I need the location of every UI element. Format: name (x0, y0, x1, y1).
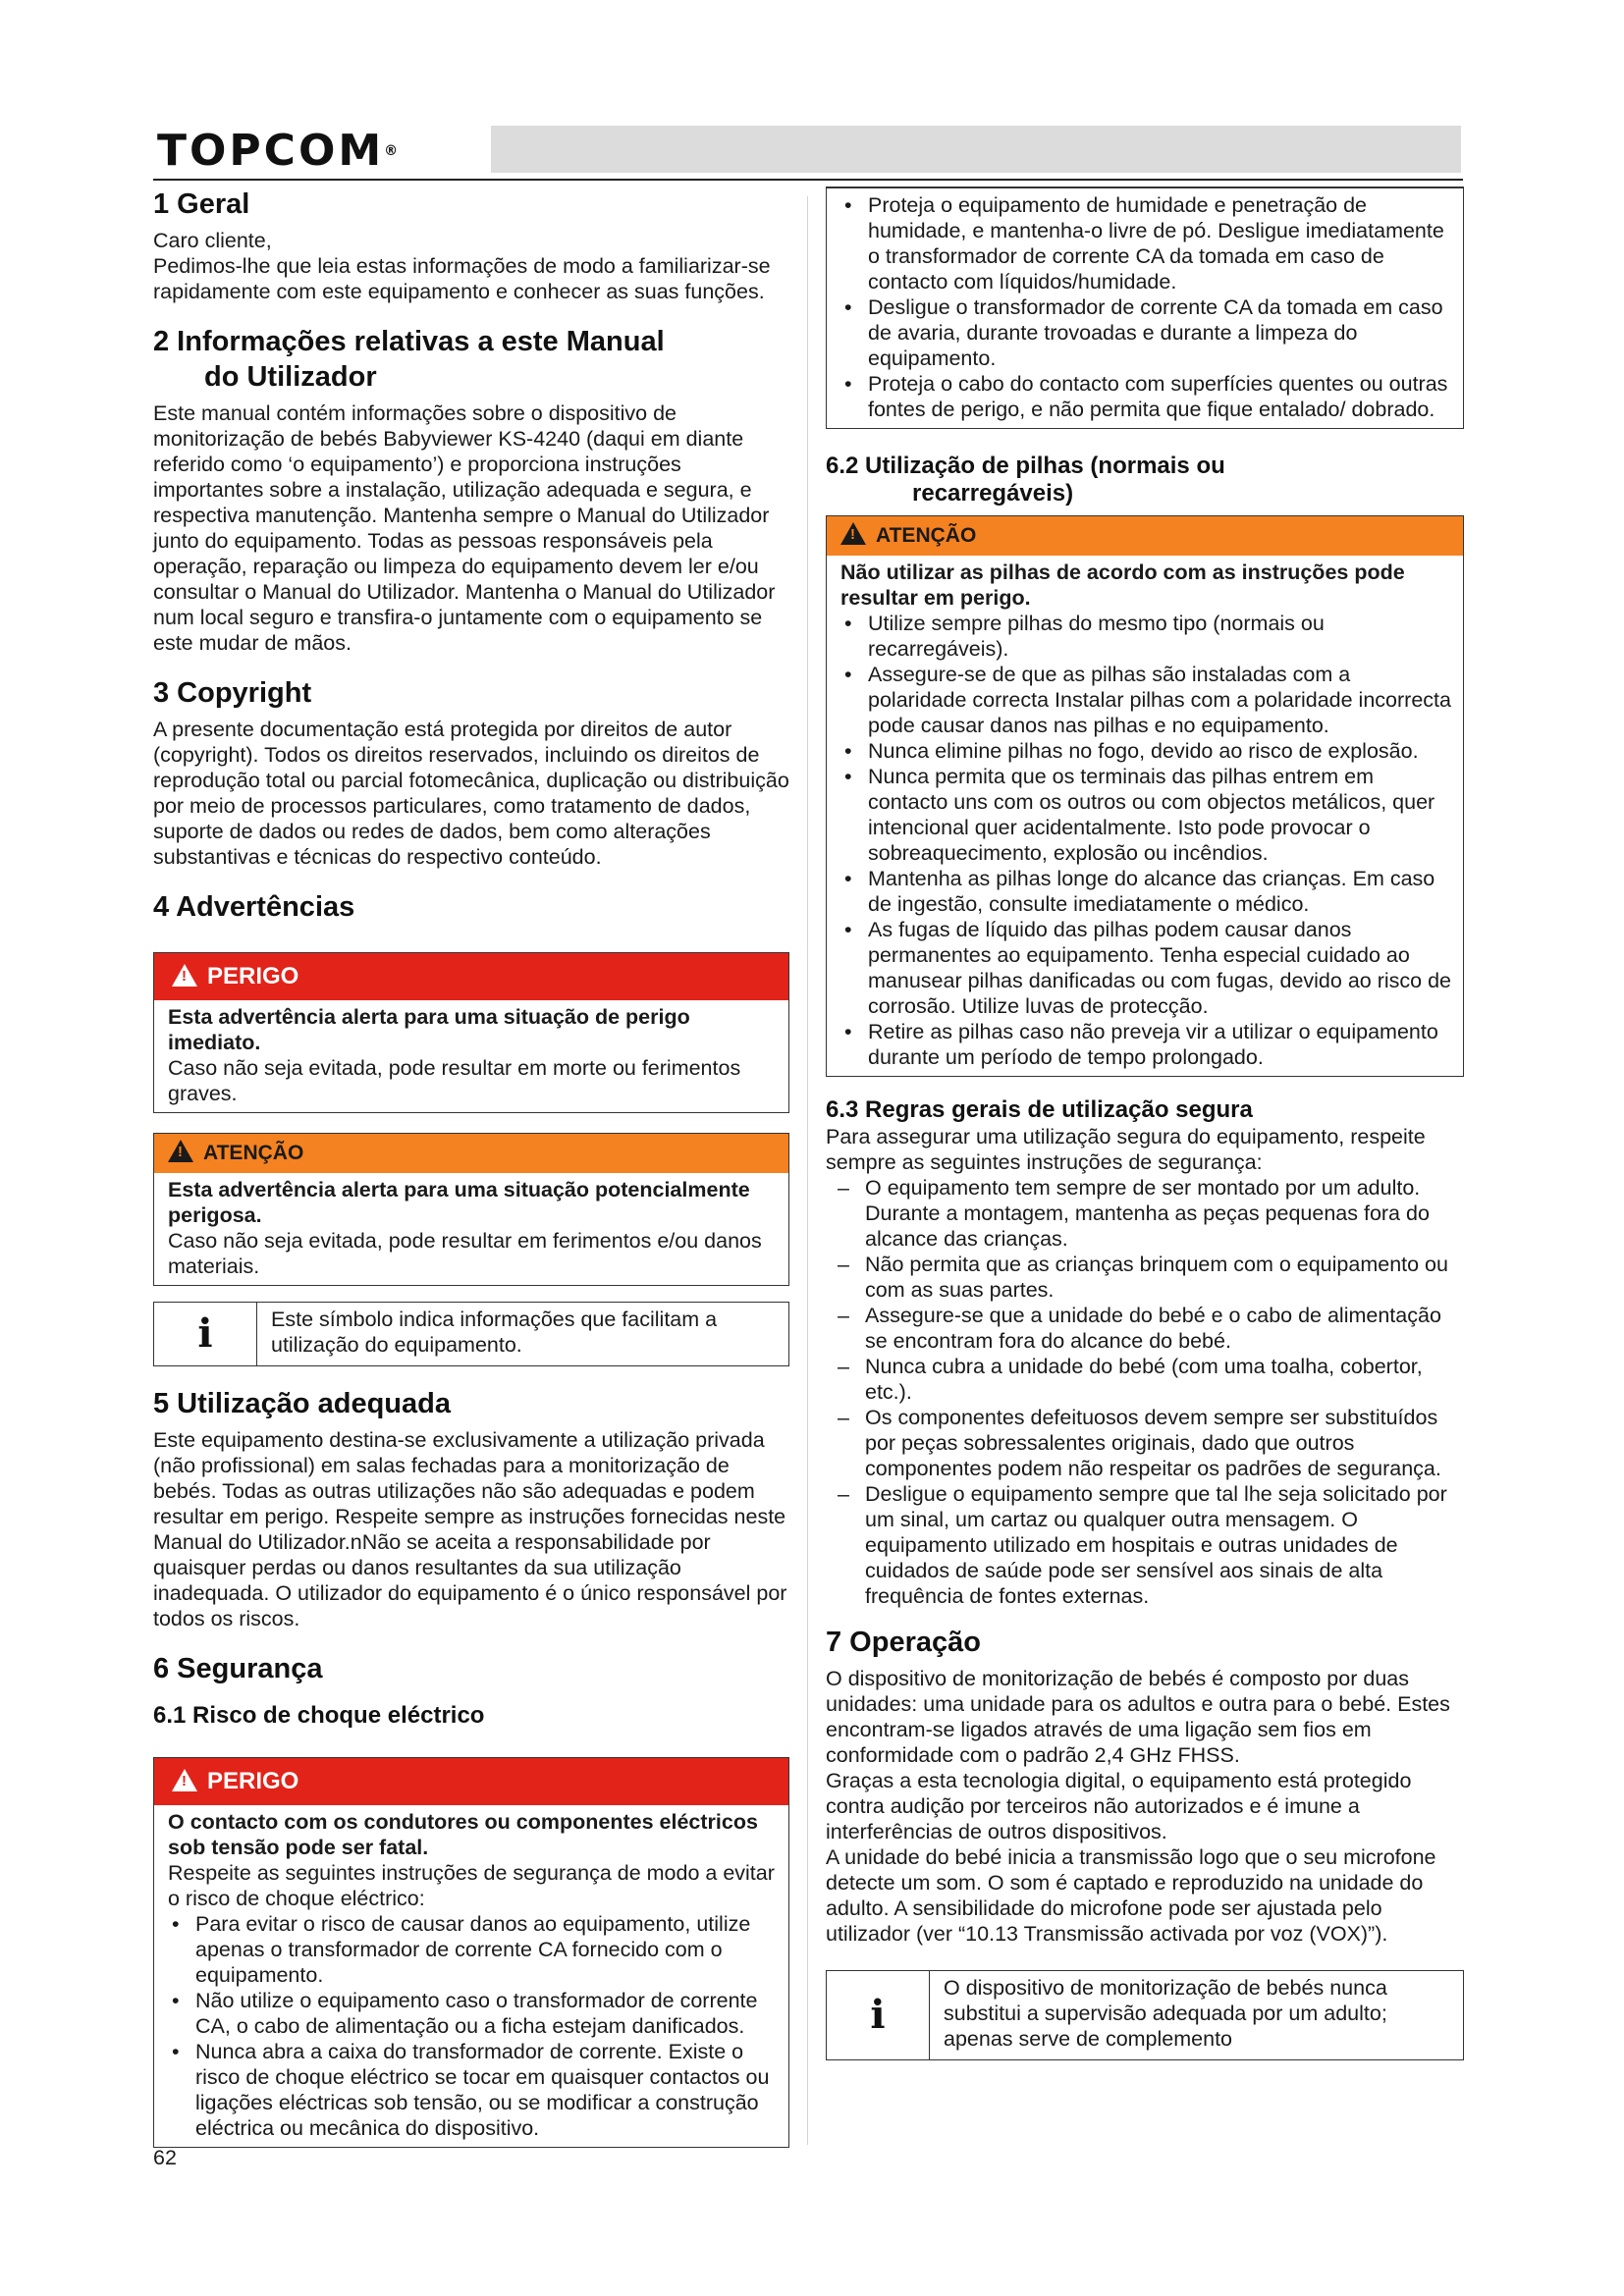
battery-safety-list (840, 611, 1453, 1070)
caution-box-header (154, 1134, 788, 1173)
section-7-heading: 7 Operação (826, 1627, 981, 1658)
electric-safety-list-cont (840, 192, 1453, 422)
list-item: • Utilize sempre pilhas do mesmo tipo (normais ou recarregáveis). (840, 611, 1453, 662)
danger-electric-bold: O contacto com os condutores ou componentes eléctricos sob tensão pode ser fatal. (168, 1810, 758, 1859)
battery-caution-label: ATENÇÃO (876, 524, 977, 547)
section-6-1-heading: 6.1 Risco de choque eléctrico (153, 1702, 485, 1729)
info-icon: i (154, 1303, 257, 1365)
section-2-heading-cont: do Utilizador (204, 361, 377, 393)
section-6-heading: 6 Segurança (153, 1653, 323, 1684)
brand-logo-text: TOPCOM (157, 126, 385, 176)
section-6-3-paragraph: Para assegurar uma utilização segura do equipamento, respeite sempre as seguintes instruções de segurança: (826, 1125, 1426, 1174)
info-text: Este símbolo indica informações que facilitam a utilização do equipamento. (271, 1308, 718, 1357)
danger-box-electric-header (154, 1758, 788, 1805)
left-column (153, 187, 789, 2148)
section-2-paragraph: Este manual contém informações sobre o dispositivo de monitorização de bebés Babyviewer KS-4240 (daqui em diante referido como ‘o equipamento’) e proporciona instruções importantes sobre a instalação, utilização adequada e segura, e respectiva manutenção. Mantenha sempre o Manual do Utilizador junto do equipamento. Todas as pessoas responsáveis pela operação, reparação ou limpeza do equipamento devem ler e/ou consultar o Manual do Utilizador. Mantenha o Manual do Utilizador num local seguro e transfira-o juntamente com o equipamento se este mudar de mãos. (153, 401, 776, 655)
caution-bold-text: Esta advertência alerta para uma situação potencialmente perigosa. (168, 1178, 750, 1227)
caution-label: ATENÇÃO (203, 1142, 304, 1164)
column-divider (807, 196, 808, 2145)
danger-box-electric-continued (826, 187, 1464, 429)
warning-triangle-icon: ! (172, 964, 197, 987)
info-text: O dispositivo de monitorização de bebés nunca substitui a supervisão adequada por um adulto; apenas serve de complemento (944, 1976, 1387, 2051)
danger-box-electric (153, 1757, 789, 2148)
battery-caution-bold: Não utilizar as pilhas de acordo com as instruções pode resultar em perigo. (840, 561, 1405, 610)
right-column (826, 187, 1464, 2060)
list-item: • Desligue o transformador de corrente CA da tomada em caso de avaria, durante trovoadas e durante a limpeza do equipamento. (840, 294, 1453, 371)
brand-logo (157, 122, 398, 181)
battery-caution-box (826, 515, 1464, 1077)
danger-text: Caso não seja evitada, pode resultar em morte ou ferimentos graves. (168, 1056, 741, 1105)
list-item: • Retire as pilhas caso não preveja vir a utilizar o equipamento durante um período de tempo prolongado. (840, 1019, 1453, 1070)
info-box-supervision (826, 1970, 1464, 2060)
danger-box-electric-body (154, 1805, 788, 2147)
battery-caution-header (827, 516, 1463, 556)
list-item: • Assegure-se de que as pilhas são instaladas com a polaridade correcta Instalar pilhas com a polaridade incorrecta pode causar danos nas pilhas e no equipamento. (840, 662, 1453, 738)
caution-text: Caso não seja evitada, pode resultar em ferimentos e/ou danos materiais. (168, 1229, 762, 1278)
danger-label: PERIGO (207, 963, 299, 989)
list-item: – Os componentes defeituosos devem sempre ser substituídos por peças sobressalentes originais, dado que outros componentes podem não respeitar os padrões de segurança. (836, 1405, 1464, 1481)
section-4-heading: 4 Advertências (153, 891, 355, 923)
list-item: • Proteja o equipamento de humidade e penetração de humidade, e mantenha-o livre de pó. Desligue imediatamente o transformador de corrente CA da tomada em caso de contacto com líquidos/humidade. (840, 192, 1453, 294)
section-7-paragraph-1: O dispositivo de monitorização de bebés é composto por duas unidades: uma unidade para os adultos e outra para o bebé. Estes encontram-se ligados através de uma ligação sem fios em conformidade com o padrão 2,4 GHz FHSS. (826, 1667, 1450, 1767)
list-item: – Desligue o equipamento sempre que tal lhe seja solicitado por um sinal, um cartaz ou qualquer outra mensagem. O equipamento utilizado em hospitais e outras unidades de cuidados de saúde pode ser sensível aos sinais de alta frequência de fontes externas. (836, 1481, 1464, 1609)
section-3-paragraph: A presente documentação está protegida por direitos de autor (copyright). Todos os direitos reservados, incluindo os direitos de reprodução total ou parcial fotomecânica, duplicação ou distribuição por meio de processos particulares, como tratamento de dados, suporte de dados ou redes de dados, bem como alterações substantivas e técnicas do respectivo conteúdo. (153, 718, 789, 869)
electric-safety-list (168, 1911, 779, 2141)
header-rule (153, 179, 1463, 181)
danger-box-header (154, 953, 788, 1000)
danger-bold-text: Esta advertência alerta para uma situação de perigo imediato. (168, 1005, 690, 1054)
section-6-2-heading-cont: recarregáveis) (912, 480, 1074, 507)
battery-caution-body (827, 556, 1463, 1076)
list-item: – Não permita que as crianças brinquem com o equipamento ou com as suas partes. (836, 1252, 1464, 1303)
list-item: • Nunca abra a caixa do transformador de corrente. Existe o risco de choque eléctrico se tocar em quaisquer contactos ou ligações eléctricas sob tensão, ou se modificar a construção eléctrica ou mecânica do dispositivo. (168, 2039, 779, 2141)
section-3-heading: 3 Copyright (153, 677, 312, 709)
info-box (153, 1302, 789, 1366)
warning-triangle-icon: ! (168, 1140, 193, 1162)
list-item: • Não utilize o equipamento caso o transformador de corrente CA, o cabo de alimentação ou a ficha estejam danificados. (168, 1988, 779, 2039)
page-number: 62 (153, 2146, 177, 2169)
danger-box-body (154, 1000, 788, 1112)
section-6-3-heading: 6.3 Regras gerais de utilização segura (826, 1096, 1253, 1123)
danger-electric-label: PERIGO (207, 1768, 299, 1794)
warning-triangle-icon: ! (172, 1769, 197, 1791)
section-5-heading: 5 Utilização adequada (153, 1388, 451, 1419)
list-item: • Para evitar o risco de causar danos ao equipamento, utilize apenas o transformador de corrente CA fornecido com o equipamento. (168, 1911, 779, 1988)
list-item: • Mantenha as pilhas longe do alcance das crianças. Em caso de ingestão, consulte imediatamente o médico. (840, 866, 1453, 917)
general-safety-list (826, 1175, 1464, 1609)
section-1-paragraph: Pedimos-lhe que leia estas informações de modo a familiarizar-se rapidamente com este equipamento e conhecer as suas funções. (153, 254, 771, 303)
section-6-2-heading: 6.2 Utilização de pilhas (normais ou (826, 453, 1225, 479)
list-item: • Proteja o cabo do contacto com superfícies quentes ou outras fontes de perigo, e não permita que fique entalado/ dobrado. (840, 371, 1453, 422)
header-bar (491, 126, 1461, 173)
greeting: Caro cliente, (153, 229, 272, 252)
section-7-paragraph-2: Graças a esta tecnologia digital, o equipamento está protegido contra audição por terceiros não autorizados e é imune a interferências de outros dispositivos. (826, 1769, 1412, 1843)
info-icon: i (827, 1971, 930, 2059)
danger-box (153, 952, 789, 1113)
list-item: • As fugas de líquido das pilhas podem causar danos permanentes ao equipamento. Tenha especial cuidado ao manusear pilhas danificadas ou com fugas, devido ao risco de corrosão. Utilize luvas de protecção. (840, 917, 1453, 1019)
list-item: – Assegure-se que a unidade do bebé e o cabo de alimentação se encontram fora do alcance do bebé. (836, 1303, 1464, 1354)
section-2-heading: 2 Informações relativas a este Manual (153, 326, 665, 357)
registered-mark: ® (384, 143, 399, 159)
caution-box (153, 1133, 789, 1286)
section-7-paragraph-3: A unidade do bebé inicia a transmissão logo que o seu microfone detecte um som. O som é captado e reproduzido na unidade do adulto. A sensibilidade do microfone pode ser ajustada pelo utilizador (ver “10.13 Transmissão activada por voz (VOX)”). (826, 1845, 1436, 1946)
section-1-heading: 1 Geral (153, 188, 250, 220)
caution-box-body (154, 1173, 788, 1285)
list-item: • Nunca elimine pilhas no fogo, devido ao risco de explosão. (840, 738, 1453, 764)
warning-triangle-icon: ! (840, 522, 866, 545)
danger-electric-text: Respeite as seguintes instruções de segurança de modo a evitar o risco de choque eléctrico: (168, 1861, 775, 1910)
section-5-paragraph: Este equipamento destina-se exclusivamente a utilização privada (não profissional) em salas fechadas para a monitorização de bebés. Todas as outras utilizações não são adequadas e podem resultar em perigo. Respeite sempre as instruções fornecidas neste Manual do Utilizador.nNão se aceita a responsabilidade por quaisquer perdas ou danos resultantes da sua utilização inadequada. O utilizador do equipamento é o único responsável por todos os riscos. (153, 1428, 787, 1630)
list-item: – O equipamento tem sempre de ser montado por um adulto. Durante a montagem, mantenha as peças pequenas fora do alcance das crianças. (836, 1175, 1464, 1252)
list-item: • Nunca permita que os terminais das pilhas entrem em contacto uns com os outros ou com objectos metálicos, quer intencional quer acidentalmente. Isto pode provocar o sobreaquecimento, explosão ou incêndios. (840, 764, 1453, 866)
list-item: – Nunca cubra a unidade do bebé (com uma toalha, cobertor, etc.). (836, 1354, 1464, 1405)
